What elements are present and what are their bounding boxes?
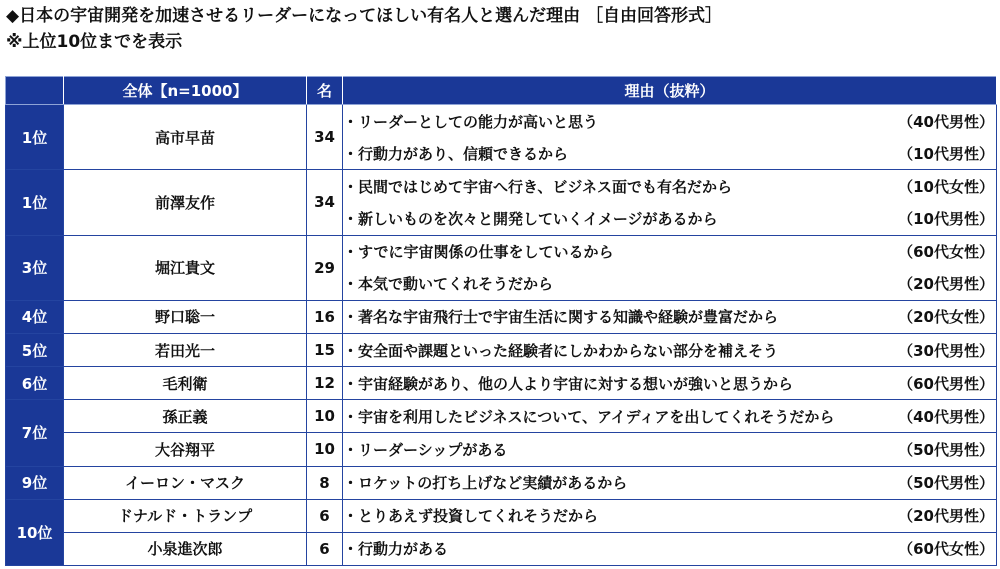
reason-text: ・リーダーとしての能力が高いと思う [343,112,599,131]
reason-line [343,533,996,565]
table-row [6,170,997,235]
ranking-table [5,76,997,566]
reason-text: ・すでに宇宙関係の仕事をしているから [343,243,614,262]
mention-count: 15 [307,333,343,366]
table-row [6,333,997,366]
reason-text: ・宇宙経験があり、他の人より宇宙に対する想いが強いと思うから [343,374,794,393]
rank-cell: 6位 [6,367,64,400]
respondent-demographic: （20代男性） [898,507,994,526]
mention-count: 34 [307,105,343,170]
reason-text: ・民間ではじめて宇宙へ行き、ビジネス面でも有名だから [343,177,732,196]
mention-count: 6 [307,499,343,532]
ranking-body [6,105,997,566]
respondent-demographic: （60代男性） [898,374,994,393]
reason-text: ・宇宙を利用したビジネスについて、アイディアを出してくれそうだから [343,407,835,426]
mention-count: 12 [307,367,343,400]
mention-count: 10 [307,433,343,466]
person-name: 小泉進次郎 [64,532,307,565]
reason-line [343,236,996,268]
reason-cell [343,499,997,532]
mention-count: 10 [307,400,343,433]
mention-count: 34 [307,170,343,235]
person-name: 高市早苗 [64,105,307,170]
reason-line [343,137,996,169]
reason-text: ・著名な宇宙飛行士で宇宙生活に関する知識や経験が豊富だから [343,308,779,327]
reason-cell [343,333,997,366]
rank-cell: 5位 [6,333,64,366]
reason-cell [343,433,997,466]
person-name: 野口聡一 [64,300,307,333]
mention-count: 8 [307,466,343,499]
table-header-row [6,77,997,105]
reason-line [343,433,996,465]
reason-cell [343,105,997,170]
person-name: 毛利衛 [64,367,307,400]
reason-text: ・ロケットの打ち上げなど実績があるから [343,474,628,493]
respondent-demographic: （40代男性） [898,112,994,131]
page-title: ◆日本の宇宙開発を加速させるリーダーになってほしい有名人と選んだ理由 ［自由回答形式］ [6,6,722,26]
table-row [6,367,997,400]
table-row [6,400,997,433]
person-name: ドナルド・トランプ [64,499,307,532]
respondent-demographic: （20代女性） [898,308,994,327]
reason-line [343,170,996,202]
person-name: 堀江貴文 [64,235,307,300]
reason-header: 理由（抜粋） [343,77,997,105]
reason-cell [343,235,997,300]
name-header: 全体【n=1000】 [64,77,307,105]
respondent-demographic: （10代男性） [898,209,994,228]
rank-header [6,77,64,105]
reason-line [343,268,996,300]
page-subtitle: ※上位10位までを表示 [6,32,183,52]
reason-cell [343,170,997,235]
mention-count: 16 [307,300,343,333]
reason-line [343,105,996,137]
reason-line [343,400,996,432]
mention-count: 29 [307,235,343,300]
table-row [6,235,997,300]
reason-line [343,202,996,234]
rank-cell: 9位 [6,466,64,499]
reason-cell [343,300,997,333]
reason-line [343,367,996,399]
count-header: 名 [307,77,343,105]
table-row [6,532,997,565]
rank-cell: 10位 [6,499,64,565]
rank-cell: 7位 [6,400,64,466]
rank-cell: 1位 [6,170,64,235]
reason-cell [343,400,997,433]
respondent-demographic: （10代男性） [898,144,994,163]
respondent-demographic: （50代男性） [898,440,994,459]
person-name: 大谷翔平 [64,433,307,466]
table-row [6,499,997,532]
table-row [6,466,997,499]
reason-line [343,500,996,532]
table-row [6,105,997,170]
reason-line [343,334,996,366]
reason-cell [343,532,997,565]
respondent-demographic: （60代女性） [898,243,994,262]
reason-text: ・本気で動いてくれそうだから [343,275,554,294]
respondent-demographic: （20代男性） [898,275,994,294]
respondent-demographic: （50代男性） [898,474,994,493]
person-name: 前澤友作 [64,170,307,235]
reason-cell [343,466,997,499]
reason-text: ・とりあえず投資してくれそうだから [343,507,599,526]
table-row [6,433,997,466]
person-name: 若田光一 [64,333,307,366]
mention-count: 6 [307,532,343,565]
rank-cell: 1位 [6,105,64,170]
reason-text: ・リーダーシップがある [343,440,508,459]
rank-cell: 4位 [6,300,64,333]
reason-line [343,467,996,499]
person-name: 孫正義 [64,400,307,433]
respondent-demographic: （40代男性） [898,407,994,426]
reason-text: ・安全面や課題といった経験者にしかわからない部分を補えそう [343,341,779,360]
reason-text: ・行動力があり、信頼できるから [343,144,569,163]
person-name: イーロン・マスク [64,466,307,499]
table-row [6,300,997,333]
reason-cell [343,367,997,400]
reason-line [343,301,996,333]
respondent-demographic: （30代男性） [898,341,994,360]
respondent-demographic: （60代女性） [898,540,994,559]
respondent-demographic: （10代女性） [898,177,994,196]
reason-text: ・新しいものを次々と開発していくイメージがあるから [343,209,718,228]
reason-text: ・行動力がある [343,540,449,559]
rank-cell: 3位 [6,235,64,300]
